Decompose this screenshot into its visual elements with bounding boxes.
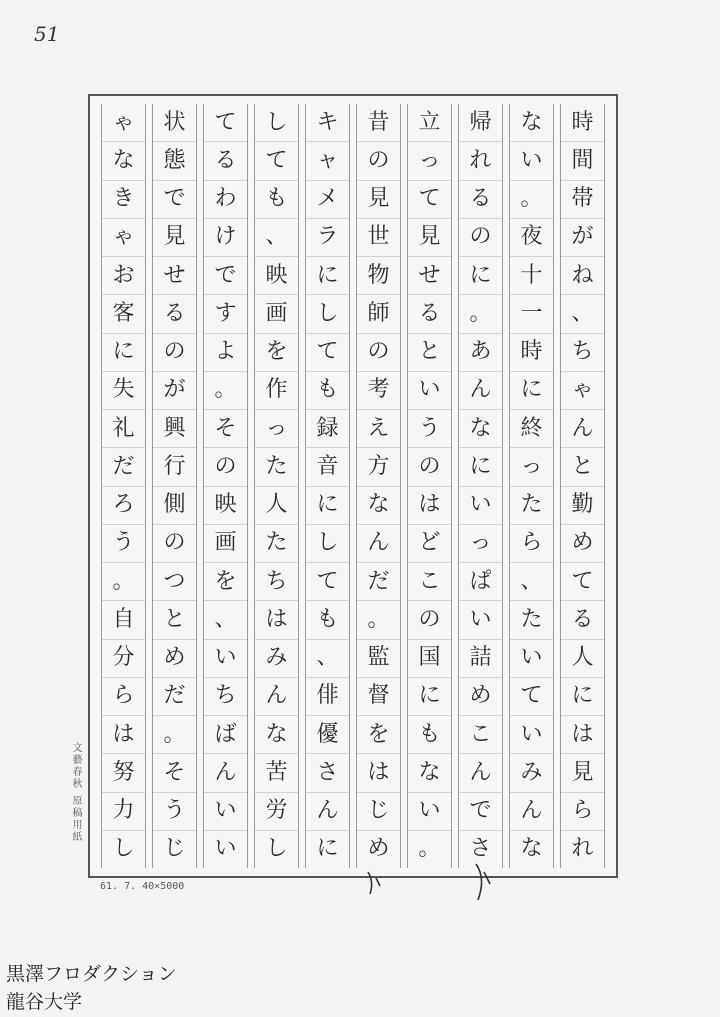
manuscript-cell: 督 — [357, 678, 400, 716]
manuscript-cell: ゃ — [102, 104, 145, 142]
manuscript-column — [509, 104, 554, 868]
manuscript-cell: ん — [255, 678, 298, 716]
manuscript-cell: 、 — [204, 601, 247, 639]
manuscript-cell: 音 — [306, 448, 349, 486]
manuscript-cell: る — [408, 295, 451, 333]
manuscript-cell: そ — [204, 410, 247, 448]
manuscript-cell: ゃ — [561, 372, 604, 410]
manuscript-cell: 見 — [561, 754, 604, 792]
manuscript-cell: い — [214, 836, 237, 862]
manuscript-column — [356, 104, 401, 868]
manuscript-cell: あ — [459, 334, 502, 372]
manuscript-cell: 昔 — [357, 104, 400, 142]
manuscript-cell: き — [102, 181, 145, 219]
manuscript-cell: る — [153, 295, 196, 333]
paper-code: 61. 7. 40×5000 — [100, 881, 185, 892]
manuscript-cell: の — [459, 219, 502, 257]
manuscript-cell: る — [459, 181, 502, 219]
manuscript-cell: い — [408, 793, 451, 831]
manuscript-cell: な — [520, 836, 543, 862]
manuscript-cell: せ — [408, 257, 451, 295]
manuscript-cell: ば — [204, 716, 247, 754]
manuscript-cell: も — [306, 601, 349, 639]
manuscript-cell: 物 — [357, 257, 400, 295]
manuscript-cell: 状 — [153, 104, 196, 142]
manuscript-cell: に — [306, 257, 349, 295]
manuscript-cell: は — [408, 487, 451, 525]
manuscript-cell: う — [408, 410, 451, 448]
manuscript-cell: 俳 — [306, 678, 349, 716]
manuscript-grid — [98, 104, 608, 868]
manuscript-cell: ん — [459, 754, 502, 792]
manuscript-cell: は — [561, 716, 604, 754]
manuscript-cell: 画 — [255, 295, 298, 333]
manuscript-cell: ん — [561, 410, 604, 448]
manuscript-cell: の — [408, 448, 451, 486]
manuscript-cell: 。 — [357, 601, 400, 639]
manuscript-cell: 。 — [459, 295, 502, 333]
manuscript-cell: 映 — [255, 257, 298, 295]
manuscript-cell: ら — [102, 678, 145, 716]
manuscript-cell: の — [357, 142, 400, 180]
manuscript-cell: っ — [408, 142, 451, 180]
manuscript-cell: ね — [561, 257, 604, 295]
manuscript-cell: 失 — [102, 372, 145, 410]
manuscript-cell: め — [153, 640, 196, 678]
manuscript-cell: そ — [153, 754, 196, 792]
manuscript-cell: 帯 — [561, 181, 604, 219]
manuscript-cell: め — [459, 678, 502, 716]
manuscript-cell: う — [153, 793, 196, 831]
manuscript-cell: れ — [459, 142, 502, 180]
manuscript-cell: メ — [306, 181, 349, 219]
watermark-line-1: 黒澤フロダクション — [6, 963, 177, 985]
manuscript-cell: け — [204, 219, 247, 257]
manuscript-cell: な — [459, 410, 502, 448]
manuscript-cell: 映 — [204, 487, 247, 525]
manuscript-cell: と — [561, 448, 604, 486]
manuscript-cell: な — [357, 487, 400, 525]
manuscript-cell: 行 — [153, 448, 196, 486]
manuscript-cell: 世 — [357, 219, 400, 257]
manuscript-cell: ち — [561, 334, 604, 372]
manuscript-cell: っ — [255, 410, 298, 448]
manuscript-cell: 一 — [510, 295, 553, 333]
manuscript-cell: な — [102, 142, 145, 180]
manuscript-cell: 人 — [561, 640, 604, 678]
manuscript-cell: 労 — [255, 793, 298, 831]
manuscript-cell: 、 — [306, 640, 349, 678]
manuscript-cell: 、 — [561, 295, 604, 333]
manuscript-cell: 努 — [102, 754, 145, 792]
manuscript-column — [560, 104, 605, 868]
manuscript-cell: 、 — [510, 563, 553, 601]
manuscript-cell: す — [204, 295, 247, 333]
manuscript-cell: だ — [102, 448, 145, 486]
manuscript-cell: の — [153, 334, 196, 372]
manuscript-sheet — [88, 94, 618, 878]
manuscript-cell: 時 — [561, 104, 604, 142]
manuscript-cell: 。 — [418, 836, 441, 862]
manuscript-cell: は — [102, 716, 145, 754]
manuscript-cell: し — [265, 836, 288, 862]
manuscript-column — [305, 104, 350, 868]
manuscript-cell: し — [112, 836, 135, 862]
manuscript-cell: 作 — [255, 372, 298, 410]
manuscript-cell: じ — [163, 836, 186, 862]
manuscript-cell: い — [510, 142, 553, 180]
manuscript-cell: 監 — [357, 640, 400, 678]
manuscript-cell: い — [510, 716, 553, 754]
manuscript-cell: わ — [204, 181, 247, 219]
manuscript-cell: う — [102, 525, 145, 563]
manuscript-cell: て — [408, 181, 451, 219]
manuscript-cell: で — [153, 181, 196, 219]
manuscript-cell: 録 — [306, 410, 349, 448]
manuscript-cell: し — [306, 525, 349, 563]
manuscript-cell: の — [153, 525, 196, 563]
manuscript-cell: 国 — [408, 640, 451, 678]
manuscript-cell: た — [510, 487, 553, 525]
manuscript-cell: に — [459, 448, 502, 486]
manuscript-cell: よ — [204, 334, 247, 372]
manuscript-cell: る — [561, 601, 604, 639]
manuscript-cell: に — [102, 334, 145, 372]
manuscript-column — [458, 104, 503, 868]
manuscript-cell: 立 — [408, 104, 451, 142]
manuscript-cell: の — [408, 601, 451, 639]
manuscript-cell: て — [204, 104, 247, 142]
manuscript-cell: 。 — [510, 181, 553, 219]
manuscript-cell: じ — [357, 793, 400, 831]
manuscript-cell: に — [408, 678, 451, 716]
manuscript-cell: み — [255, 640, 298, 678]
manuscript-cell: 十 — [510, 257, 553, 295]
manuscript-cell: 帰 — [459, 104, 502, 142]
manuscript-cell: ら — [510, 525, 553, 563]
manuscript-cell: 勤 — [561, 487, 604, 525]
manuscript-cell: も — [255, 181, 298, 219]
manuscript-cell: て — [255, 142, 298, 180]
manuscript-cell: ゃ — [102, 219, 145, 257]
manuscript-cell: ぱ — [459, 563, 502, 601]
manuscript-cell: 画 — [204, 525, 247, 563]
manuscript-cell: 詰 — [459, 640, 502, 678]
manuscript-cell: 。 — [153, 716, 196, 754]
manuscript-cell: な — [510, 104, 553, 142]
manuscript-cell: 客 — [102, 295, 145, 333]
manuscript-cell: し — [255, 104, 298, 142]
manuscript-cell: て — [306, 334, 349, 372]
manuscript-cell: る — [204, 142, 247, 180]
manuscript-cell: て — [306, 563, 349, 601]
manuscript-cell: だ — [357, 563, 400, 601]
manuscript-cell: 間 — [561, 142, 604, 180]
manuscript-column — [101, 104, 146, 868]
manuscript-cell: 見 — [357, 181, 400, 219]
manuscript-cell: 苦 — [255, 754, 298, 792]
manuscript-cell: な — [408, 754, 451, 792]
manuscript-cell: い — [408, 372, 451, 410]
manuscript-cell: ち — [204, 678, 247, 716]
manuscript-cell: に — [316, 836, 339, 862]
manuscript-cell: を — [255, 334, 298, 372]
manuscript-cell: 興 — [153, 410, 196, 448]
manuscript-cell: ち — [255, 563, 298, 601]
manuscript-cell: と — [408, 334, 451, 372]
manuscript-cell: は — [357, 754, 400, 792]
manuscript-cell: で — [459, 793, 502, 831]
manuscript-cell: っ — [459, 525, 502, 563]
manuscript-cell: が — [561, 219, 604, 257]
manuscript-column — [254, 104, 299, 868]
manuscript-cell: に — [306, 487, 349, 525]
manuscript-cell: 優 — [306, 716, 349, 754]
manuscript-cell: 、 — [255, 219, 298, 257]
manuscript-cell: い — [204, 793, 247, 831]
manuscript-cell: の — [357, 334, 400, 372]
manuscript-cell: 夜 — [510, 219, 553, 257]
manuscript-cell: み — [510, 754, 553, 792]
manuscript-cell: 終 — [510, 410, 553, 448]
manuscript-cell: い — [510, 640, 553, 678]
manuscript-column — [407, 104, 452, 868]
manuscript-cell: た — [510, 601, 553, 639]
insertion-mark-2 — [470, 862, 494, 904]
watermark-line-2: 龍谷大学 — [6, 991, 83, 1013]
manuscript-cell: ラ — [306, 219, 349, 257]
manuscript-cell: ャ — [306, 142, 349, 180]
manuscript-cell: 見 — [153, 219, 196, 257]
manuscript-cell: い — [204, 640, 247, 678]
manuscript-cell: さ — [469, 836, 492, 862]
manuscript-cell: も — [408, 716, 451, 754]
manuscript-cell: こ — [459, 716, 502, 754]
manuscript-cell: を — [357, 716, 400, 754]
manuscript-cell: 。 — [204, 372, 247, 410]
manuscript-cell: も — [306, 372, 349, 410]
manuscript-cell: た — [255, 525, 298, 563]
watermark — [6, 960, 177, 1016]
manuscript-cell: 見 — [408, 219, 451, 257]
manuscript-cell: ろ — [102, 487, 145, 525]
manuscript-cell: が — [153, 372, 196, 410]
manuscript-cell: し — [306, 295, 349, 333]
manuscript-cell: 師 — [357, 295, 400, 333]
manuscript-cell: て — [510, 678, 553, 716]
manuscript-cell: ど — [408, 525, 451, 563]
manuscript-cell: に — [459, 257, 502, 295]
manuscript-cell: い — [459, 601, 502, 639]
manuscript-cell: に — [561, 678, 604, 716]
manuscript-cell: だ — [153, 678, 196, 716]
manuscript-cell: 考 — [357, 372, 400, 410]
manuscript-cell: っ — [510, 448, 553, 486]
manuscript-column — [152, 104, 197, 868]
manuscript-cell: め — [561, 525, 604, 563]
manuscript-cell: は — [255, 601, 298, 639]
manuscript-cell: め — [367, 836, 390, 862]
manuscript-cell: 態 — [153, 142, 196, 180]
manuscript-cell: て — [561, 563, 604, 601]
insertion-mark-1 — [364, 868, 384, 898]
manuscript-cell: さ — [306, 754, 349, 792]
manuscript-cell: れ — [571, 836, 594, 862]
manuscript-cell: キ — [306, 104, 349, 142]
manuscript-cell: つ — [153, 563, 196, 601]
manuscript-cell: の — [204, 448, 247, 486]
manuscript-cell: ん — [459, 372, 502, 410]
manuscript-cell: 方 — [357, 448, 400, 486]
manuscript-cell: 時 — [510, 334, 553, 372]
paper-label: 文藝春秋 原稿用紙 — [70, 742, 81, 844]
manuscript-cell: 力 — [102, 793, 145, 831]
manuscript-column — [203, 104, 248, 868]
manuscript-cell: で — [204, 257, 247, 295]
manuscript-cell: 自 — [102, 601, 145, 639]
manuscript-cell: 人 — [255, 487, 298, 525]
manuscript-cell: ん — [357, 525, 400, 563]
manuscript-cell: い — [459, 487, 502, 525]
manuscript-cell: 。 — [102, 563, 145, 601]
manuscript-cell: 分 — [102, 640, 145, 678]
manuscript-cell: せ — [153, 257, 196, 295]
page-number: 51 — [34, 22, 60, 46]
manuscript-cell: ら — [561, 793, 604, 831]
manuscript-cell: お — [102, 257, 145, 295]
manuscript-cell: ん — [306, 793, 349, 831]
manuscript-cell: を — [204, 563, 247, 601]
manuscript-cell: と — [153, 601, 196, 639]
manuscript-cell: な — [255, 716, 298, 754]
manuscript-cell: こ — [408, 563, 451, 601]
manuscript-cell: た — [255, 448, 298, 486]
manuscript-cell: え — [357, 410, 400, 448]
manuscript-cell: に — [510, 372, 553, 410]
manuscript-cell: ん — [510, 793, 553, 831]
manuscript-cell: 側 — [153, 487, 196, 525]
manuscript-cell: 礼 — [102, 410, 145, 448]
manuscript-cell: ん — [204, 754, 247, 792]
